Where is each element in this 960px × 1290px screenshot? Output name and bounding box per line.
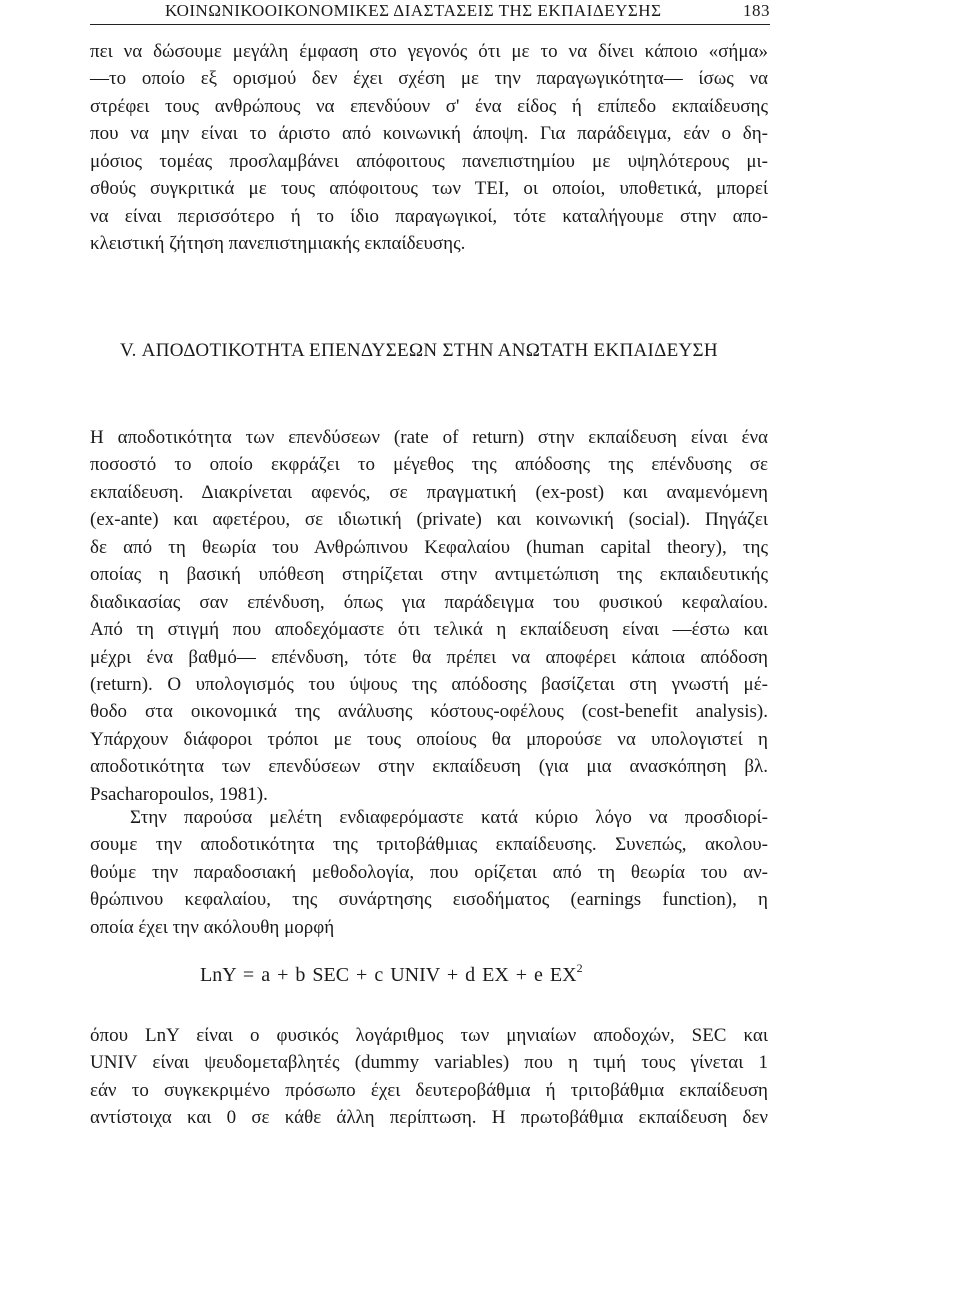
text-line: που να μην είναι το άριστο από κοινωνική άποψη. Για παράδειγμα, εάν ο δη-	[90, 123, 768, 145]
paragraph-2	[90, 424, 768, 808]
text-line: εάν το συγκεκριμένο πρόσωπο έχει δευτεροβάθμια ή τριτοβάθμια εκπαίδευση	[90, 1079, 768, 1101]
text-line: θούμε την παραδοσιακή μεθοδολογία, που ορίζεται από τη θεωρία του αν-	[90, 861, 768, 883]
text-line: Από τη στιγμή που αποδεχόμαστε ότι τελικά η εκπαίδευση είναι —έστω και	[90, 619, 768, 641]
text-line: στρέφει τους ανθρώπους να επενδύουν σ' ένα είδος ή επίπεδο εκπαίδευσης	[90, 95, 768, 117]
text-line: θρώπινου κεφαλαίου, της συνάρτησης εισοδήματος (earnings function), η	[90, 889, 768, 911]
text-line: Psacharopoulos, 1981).	[90, 783, 268, 805]
earnings-function-equation	[200, 961, 583, 987]
text-line: Η αποδοτικότητα των επενδύσεων (rate of return) στην εκπαίδευση είναι ένα	[90, 427, 768, 448]
text-line: σουμε την αποδοτικότητα της τριτοβάθμιας εκπαίδευσης. Συνεπώς, ακολου-	[90, 834, 768, 856]
text-line: σθούς συγκριτικά με τους απόφοιτους των ΤΕΙ, οι οποίοι, υποθετικά, μπορεί	[90, 178, 768, 200]
text-line: θοδο στα οικονομικά της ανάλυσης κόστους-οφέλους (cost-benefit analysis).	[90, 701, 768, 723]
page-number: 183	[743, 1, 770, 20]
text-line: πει να δώσουμε μεγάλη έμφαση στο γεγονός ότι με το να δίνει κάποιο «σήμα»	[90, 41, 768, 62]
text-line: διαδικασίας σαν επένδυση, όπως για παράδειγμα του φυσικού κεφαλαίου.	[90, 591, 768, 613]
equation-superscript: 2	[576, 961, 583, 975]
paragraph-1	[90, 38, 768, 258]
section-heading: V. ΑΠΟΔΟΤΙΚΟΤΗΤΑ ΕΠΕΝΔΥΣΕΩΝ ΣΤΗΝ ΑΝΩΤΑΤΗ ΕΚΠΑΙΔΕΥΣΗ	[120, 340, 718, 361]
text-line: αντίστοιχα και 0 σε κάθε άλλη περίπτωση. Η πρωτοβάθμια εκπαίδευση δεν	[90, 1107, 768, 1129]
text-line: Υπάρχουν διάφοροι τρόποι με τους οποίους θα μπορούσε να υπολογιστεί η	[90, 728, 768, 750]
text-line: κλειστική ζήτηση πανεπιστημιακής εκπαίδευσης.	[90, 233, 466, 255]
paragraph-4	[90, 1022, 768, 1132]
text-line: (return). Ο υπολογισμός του ύψους της απόδοσης βασίζεται στη γνωστή μέ-	[90, 673, 768, 695]
text-line: (ex-ante) και αφετέρου, σε ιδιωτική (private) και κοινωνική (social). Πηγάζει	[90, 509, 768, 531]
text-line: μόσιος τομέας προσλαμβάνει απόφοιτους πανεπιστημίου με υψηλότερους μι-	[90, 150, 768, 172]
running-head-title: ΚΟΙΝΩΝΙΚΟΟΙΚΟΝΟΜΙΚΕΣ ΔΙΑΣΤΑΣΕΙΣ ΤΗΣ ΕΚΠΑΙΔΕΥΣΗΣ	[165, 1, 662, 20]
text-line: να είναι περισσότερο ή το ίδιο παραγωγικοί, τότε καταλήγουμε στην απο-	[90, 205, 768, 227]
text-line: —το οποίο εξ ορισμού δεν έχει σχέση με την παραγωγικότητα— ίσως να	[90, 68, 768, 90]
text-line: μέχρι ένα βαθμό— επένδυση, τότε θα πρέπει να αποφέρει κάποια απόδοση	[90, 646, 768, 668]
text-line: οποίας η βασική υπόθεση στηρίζεται στην αντιμετώπιση της εκπαιδευτικής	[90, 564, 768, 586]
text-line: δε από τη θεωρία του Ανθρώπινου Κεφαλαίου (human capital theory), της	[90, 536, 768, 558]
text-line: εκπαίδευση. Διακρίνεται αφενός, σε πραγματική (ex-post) και αναμενόμενη	[90, 481, 768, 503]
text-line: αποδοτικότητα των επενδύσεων στην εκπαίδευση (για μια ανασκόπηση βλ.	[90, 756, 768, 778]
text-line: Στην παρούσα μελέτη ενδιαφερόμαστε κατά κύριο λόγο να προσδιορί-	[130, 807, 768, 828]
text-line: UNIV είναι ψευδομεταβλητές (dummy variables) που η τιμή τους γίνεται 1	[90, 1052, 768, 1074]
running-head	[90, 0, 770, 25]
text-line: οποία έχει την ακόλουθη μορφή	[90, 916, 335, 938]
text-line: ποσοστό το οποίο εκφράζει το μέγεθος της απόδοσης της επένδυσης σε	[90, 454, 768, 476]
text-line: όπου LnY είναι ο φυσικός λογάριθμος των μηνιαίων αποδοχών, SEC και	[90, 1025, 768, 1046]
paragraph-3	[90, 804, 768, 941]
equation-main: LnY = a + b SEC + c UNIV + d EX + e EX	[200, 964, 577, 986]
